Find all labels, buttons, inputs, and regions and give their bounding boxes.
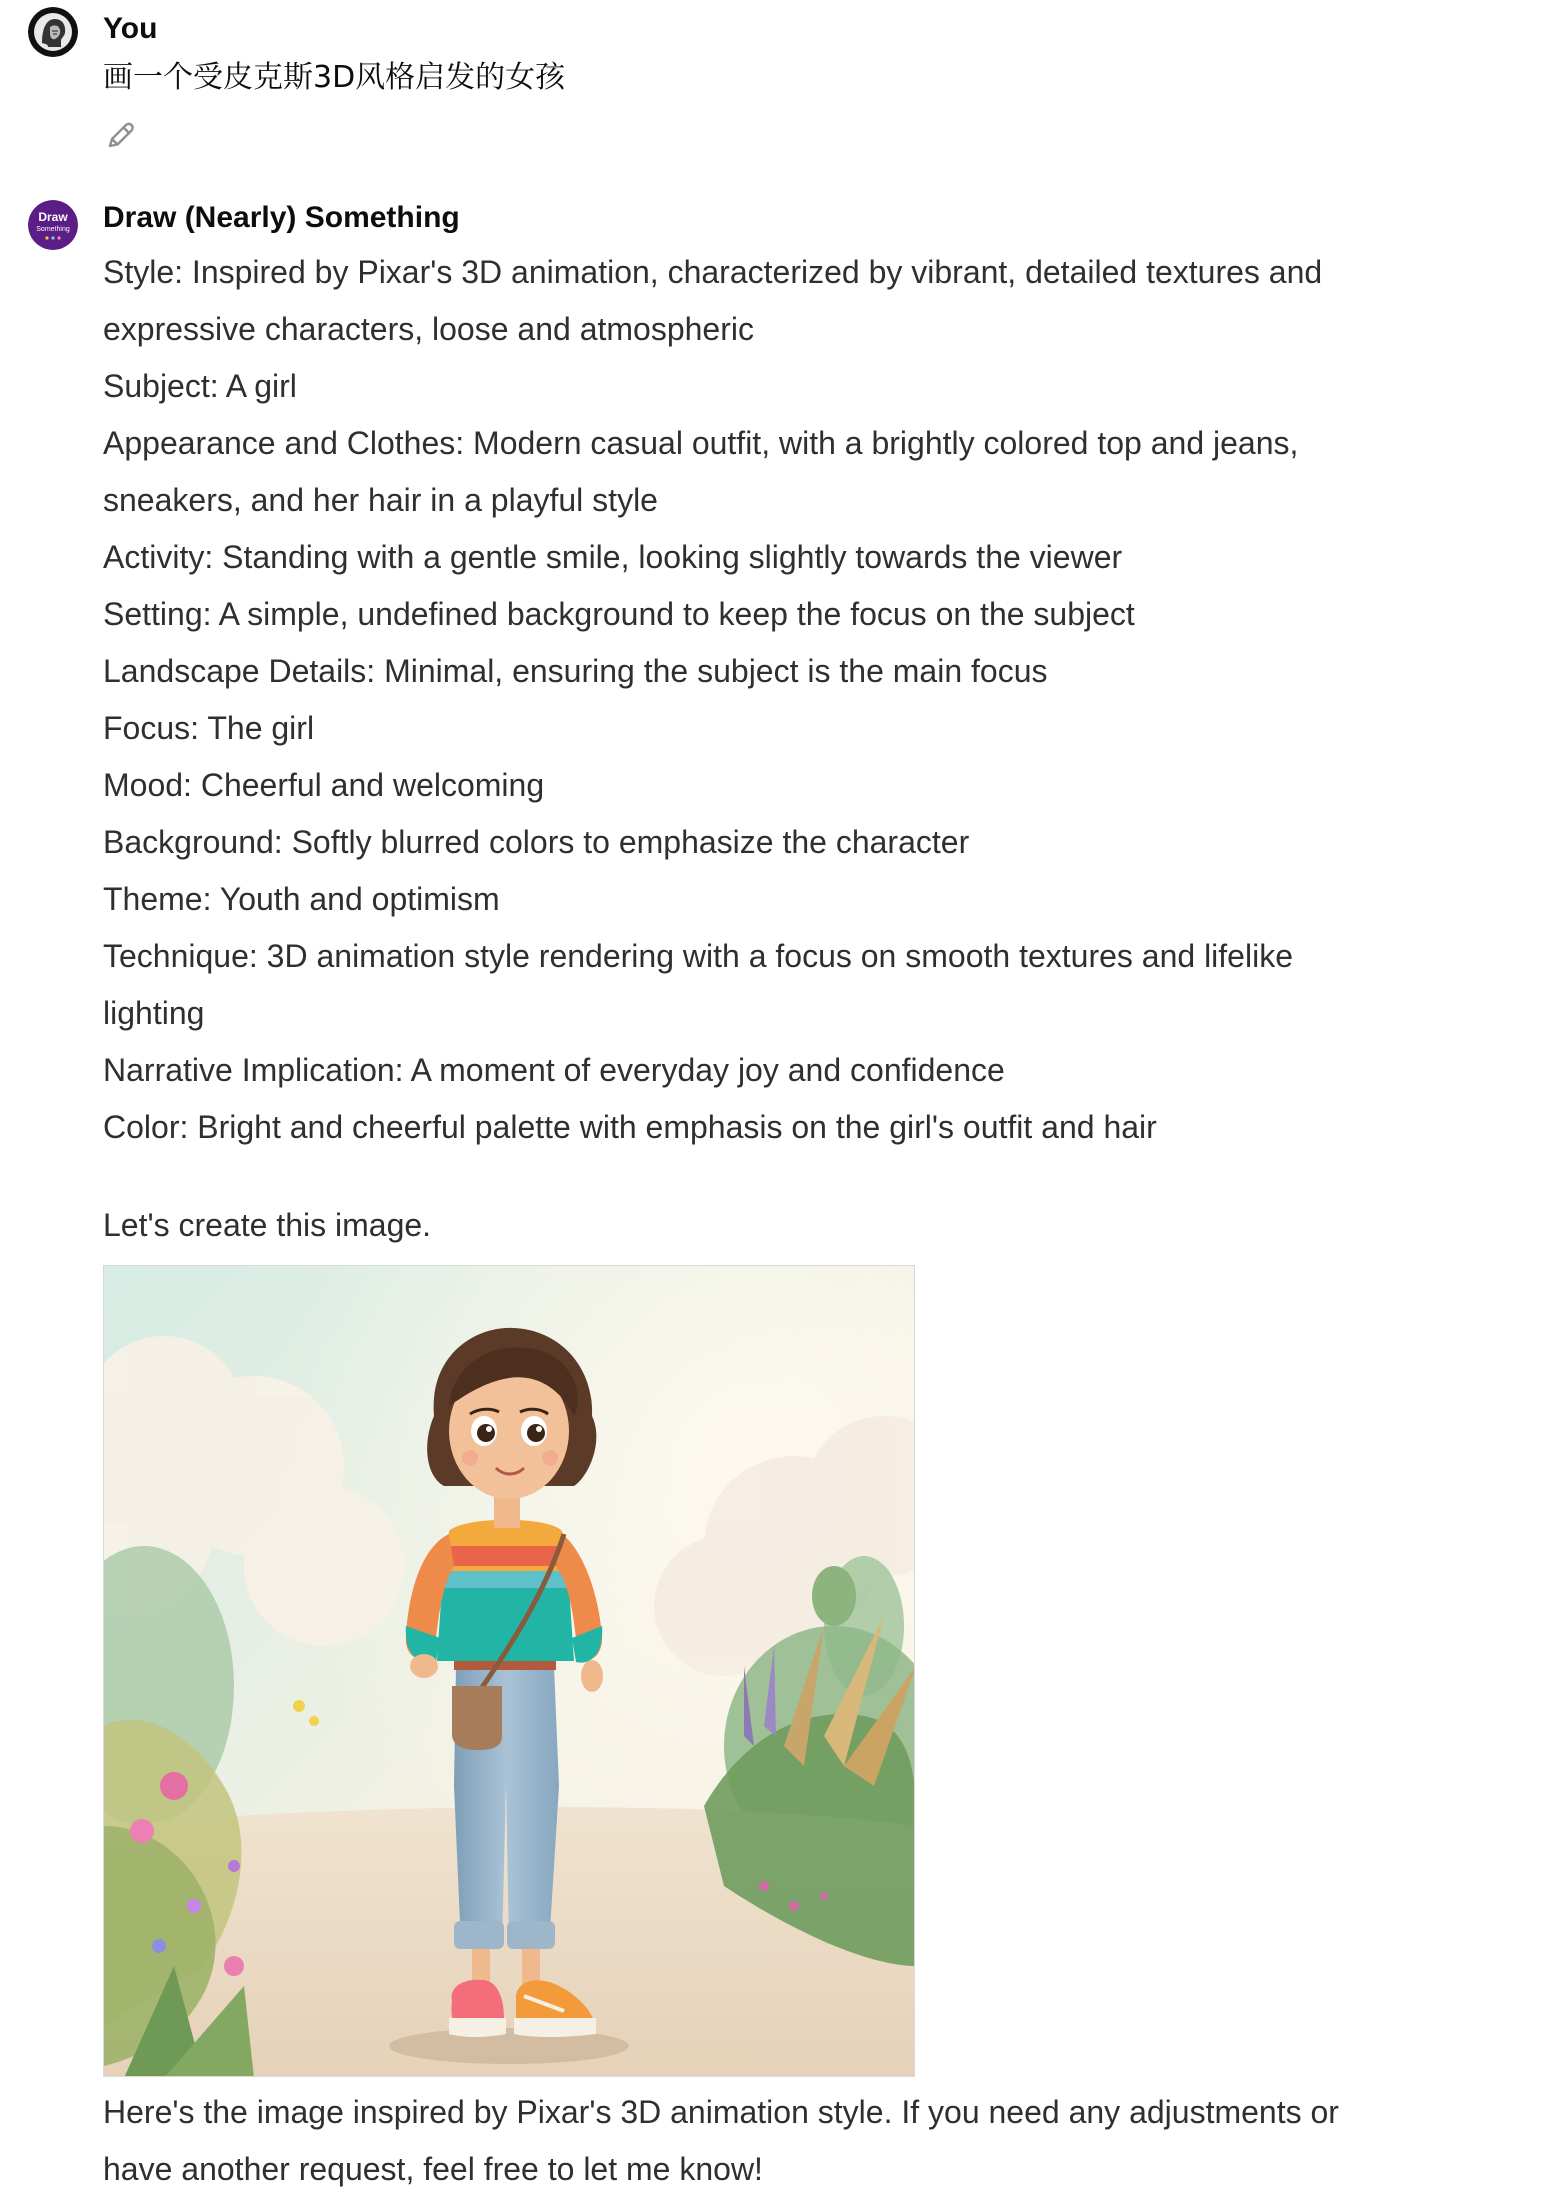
girl-illustration <box>104 1266 915 2077</box>
prompt-line: Mood: Cheerful and welcoming <box>103 767 545 803</box>
generated-image[interactable] <box>103 1265 915 2077</box>
user-message <box>0 0 1558 170</box>
prompt-line: Narrative Implication: A moment of everyday joy and confidence <box>103 1052 1005 1088</box>
pencil-icon <box>103 117 139 153</box>
prompt-line: Color: Bright and cheerful palette with emphasis on the girl's outfit and hair <box>103 1109 1157 1145</box>
intro-text: Let's create this image. <box>103 1207 432 1243</box>
prompt-line: expressive characters, loose and atmospheric <box>103 311 754 347</box>
prompt-line: Focus: The girl <box>103 710 315 746</box>
user-avatar <box>28 7 78 57</box>
prompt-line: Activity: Standing with a gentle smile, looking slightly towards the viewer <box>103 539 1123 575</box>
closing-line: have another request, feel free to let me know! <box>103 2151 763 2187</box>
user-avatar-icon <box>28 7 78 57</box>
prompt-line: Style: Inspired by Pixar's 3D animation, characterized by vibrant, detailed textures and <box>103 254 1323 290</box>
prompt-line: Setting: A simple, undefined background to keep the focus on the subject <box>103 596 1135 632</box>
prompt-line: Theme: Youth and optimism <box>103 881 500 917</box>
prompt-line: Appearance and Clothes: Modern casual outfit, with a brightly colored top and jeans, <box>103 425 1299 461</box>
prompt-line: Background: Softly blurred colors to emphasize the character <box>103 824 970 860</box>
assistant-name: Draw (Nearly) Something <box>103 201 460 234</box>
prompt-line: sneakers, and her hair in a playful style <box>103 482 658 518</box>
prompt-line: Subject: A girl <box>103 368 297 404</box>
prompt-line: lighting <box>103 995 205 1031</box>
assistant-avatar <box>28 200 78 250</box>
prompt-description <box>103 244 1403 1156</box>
prompt-line: Technique: 3D animation style rendering with a focus on smooth textures and lifelike <box>103 938 1293 974</box>
avatar-text-draw: Draw <box>38 210 68 224</box>
edit-message-button[interactable] <box>103 117 139 153</box>
closing-line: Here's the image inspired by Pixar's 3D animation style. If you need any adjustments or <box>103 2094 1339 2130</box>
user-message-text: 画一个受皮克斯3D风格启发的女孩 <box>103 60 566 95</box>
user-name: You <box>103 12 158 45</box>
prompt-line: Landscape Details: Minimal, ensuring the subject is the main focus <box>103 653 1048 689</box>
avatar-text-something: Something <box>36 226 70 233</box>
closing-text <box>103 2084 1403 2198</box>
assistant-avatar-logo <box>28 200 78 250</box>
